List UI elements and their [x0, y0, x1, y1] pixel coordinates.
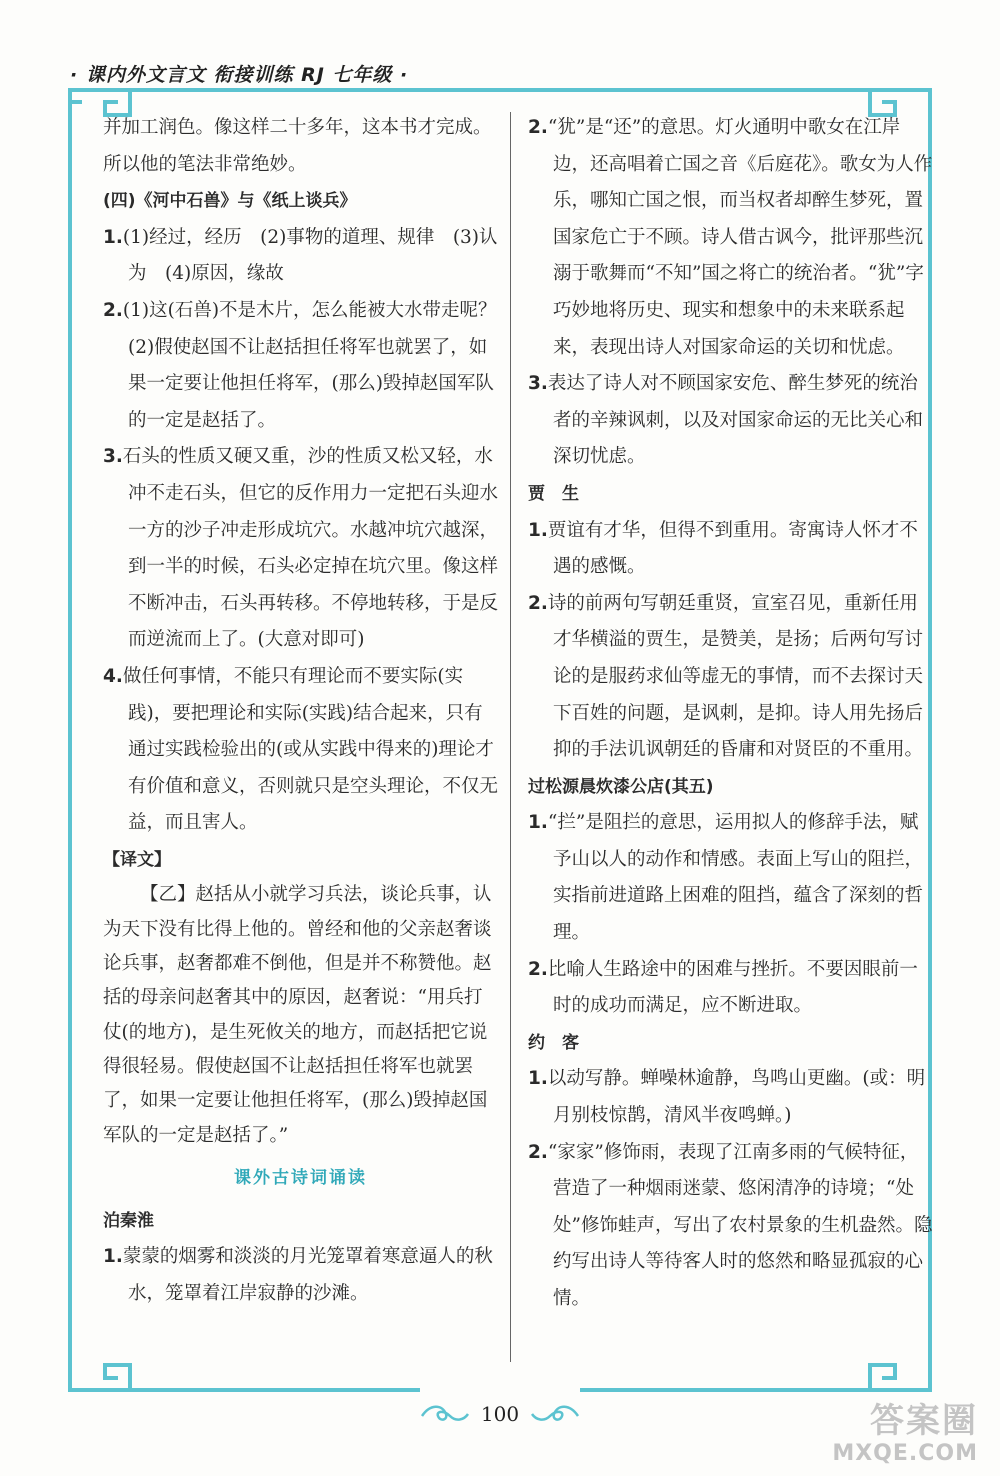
answer-item — [528, 366, 933, 476]
section-banner: 课外古诗词诵读 — [234, 1167, 367, 1188]
right-column — [528, 110, 933, 1318]
answer-item — [103, 659, 498, 842]
section-title: (四)《河中石兽》与《纸上谈兵》 — [103, 191, 357, 212]
item-number: 2. — [528, 592, 548, 614]
column-divider — [510, 112, 511, 1362]
item-number: 2. — [528, 1141, 548, 1163]
item-text: “犹”是“还”的意思。灯火通明中歌女在江岸边，还高唱着亡国之音《后庭花》。歌女为人作乐，哪知亡国之恨，而当权者却醉生梦死，置国家危亡于不顾。诗人借古讽今，批评那些沉溺于歌舞而“不知”国之将亡的统治者。“犹”字巧妙地将历史、现实和想象中的未来联系起来，表现出诗人对国家命运的关切和忧虑。 — [547, 117, 933, 358]
item-text: 诗的前两句写朝廷重贤，宣室召见，重新任用才华横溢的贾生，是赞美，是扬；后两句写讨论的是服药求仙等虚无的事情，而不去探讨天下百姓的问题，是讽刺，是抑。诗人用先扬后抑的手法讥讽朝廷的昏庸和对贤臣的不重用。 — [547, 592, 924, 761]
item-number: 2. — [528, 958, 548, 980]
item-number: 2. — [103, 299, 123, 321]
poem-title: 贾 生 — [528, 483, 579, 504]
item-text: 贾谊有才华，但得不到重用。寄寓诗人怀才不遇的感慨。 — [547, 519, 918, 578]
item-text: 蒙蒙的烟雾和淡淡的月光笼罩着寒意逼人的秋水，笼罩着江岸寂静的沙滩。 — [122, 1246, 493, 1305]
item-text: 以动写静。蝉噪林逾静，鸟鸣山更幽。(或：明月别枝惊鹊，清风半夜鸣蝉。) — [547, 1068, 926, 1127]
right-swirl-ornament-icon — [530, 1402, 580, 1428]
answer-item — [528, 110, 933, 366]
answer-item — [103, 220, 498, 293]
answer-item — [528, 586, 933, 769]
item-number: 1. — [103, 226, 123, 248]
page-number: 100 — [480, 1402, 520, 1426]
item-number: 1. — [103, 1246, 123, 1268]
answer-item — [103, 293, 498, 330]
item-text: 表达了诗人对不顾国家安危、醉生梦死的统治者的辛辣讽刺，以及对国家命运的无比关心和深切忧虑。 — [547, 373, 924, 468]
item-text: “家家”修饰雨，表现了江南多雨的气候特征，营造了一种烟雨迷蒙、悠闲清净的诗境；“处处”修饰蛙声，写出了农村景象的生机盎然。隐约写出诗人等待客人时的悠然和略显孤寂的心情。 — [547, 1141, 933, 1309]
item-number: 1. — [528, 519, 548, 541]
poem-title: 泊秦淮 — [103, 1210, 154, 1231]
item-number: 3. — [103, 446, 123, 468]
text-line: 所以他的笔法非常绝妙。 — [103, 153, 307, 175]
watermark-logo-text: 答案圈 — [870, 1401, 978, 1441]
item-text: 石头的性质又硬又重，沙的性质又松又轻，水冲不走石头，但它的反作用力一定把石头迎水一方的沙子冲走形成坑穴。水越冲坑穴越深，到一半的时候，石头必定掉在坑穴里。像这样不断冲击，石头再转移。不停地转移，于是反而逆流而上了。(大意对即可) — [122, 446, 499, 651]
answer-item — [103, 439, 498, 659]
item-text: (1)这(石兽)不是木片，怎么能被大水带走呢？ — [122, 299, 497, 321]
item-number: 1. — [528, 812, 548, 834]
translation-text: 【乙】赵括从小就学习兵法，谈论兵事，认为天下没有比得上他的。曾经和他的父亲赵奢谈论兵事，赵奢都难不倒他，但是并不称赞他。赵括的母亲问赵奢其中的原因，赵奢说：“用兵打仗(的地方)，是生死攸关的地方，而赵括把它说得很轻易。假使赵国不让赵括担任将军也就罢了，如果一定要让他担任将军，(那么)毁掉赵国军队的一定是赵括了。” — [103, 884, 492, 1146]
item-number: 1. — [528, 1068, 548, 1090]
answer-item — [103, 1239, 498, 1312]
poem-title: 过松源晨炊漆公店(其五) — [528, 776, 714, 797]
watermark-url: MXQE.COM — [832, 1441, 978, 1466]
item-text: 比喻人生路途中的困难与挫折。不要因眼前一时的成功而满足，应不断进取。 — [547, 958, 918, 1017]
left-column — [103, 110, 498, 1313]
text-line: 并加工润色。像这样二十多年，这本书才完成。 — [103, 117, 492, 138]
poem-title: 约 客 — [528, 1032, 579, 1053]
translation-title: 【译文】 — [103, 849, 171, 870]
answer-item — [528, 805, 933, 951]
answer-item — [528, 952, 933, 1025]
item-text: “拦”是阻拦的意思，运用拟人的修辞手法，赋予山以人的动作和情感。表面上写山的阻拦，实指前进道路上困难的阻挡，蕴含了深刻的哲理。 — [547, 812, 924, 944]
answer-item — [528, 513, 933, 586]
answer-item-continuation: (2)假使赵国不让赵括担任将军也就罢了，如果一定要让他担任将军，(那么)毁掉赵国军队的一定是赵括了。 — [128, 336, 494, 431]
item-number: 2. — [528, 117, 548, 138]
site-watermark — [832, 1401, 978, 1466]
item-number: 4. — [103, 665, 123, 687]
left-swirl-ornament-icon — [420, 1402, 470, 1428]
answer-item — [528, 1135, 933, 1318]
item-number: 3. — [528, 373, 548, 395]
translation-block — [103, 878, 498, 1152]
item-text: (1)经过，经历 (2)事物的道理、规律 (3)认为 (4)原因，缘故 — [122, 226, 498, 285]
item-text: 做任何事情，不能只有理论而不要实际(实践)，要把理论和实际(实践)结合起来，只有通过实践检验出的(或从实践中得来的)理论才有价值和意义，否则就只是空头理论，不仅无益，而且害人。 — [122, 665, 499, 834]
answer-item — [528, 1061, 933, 1134]
book-series-header: · 课内外文言文 衔接训练 RJ 七年级 · — [70, 64, 409, 86]
